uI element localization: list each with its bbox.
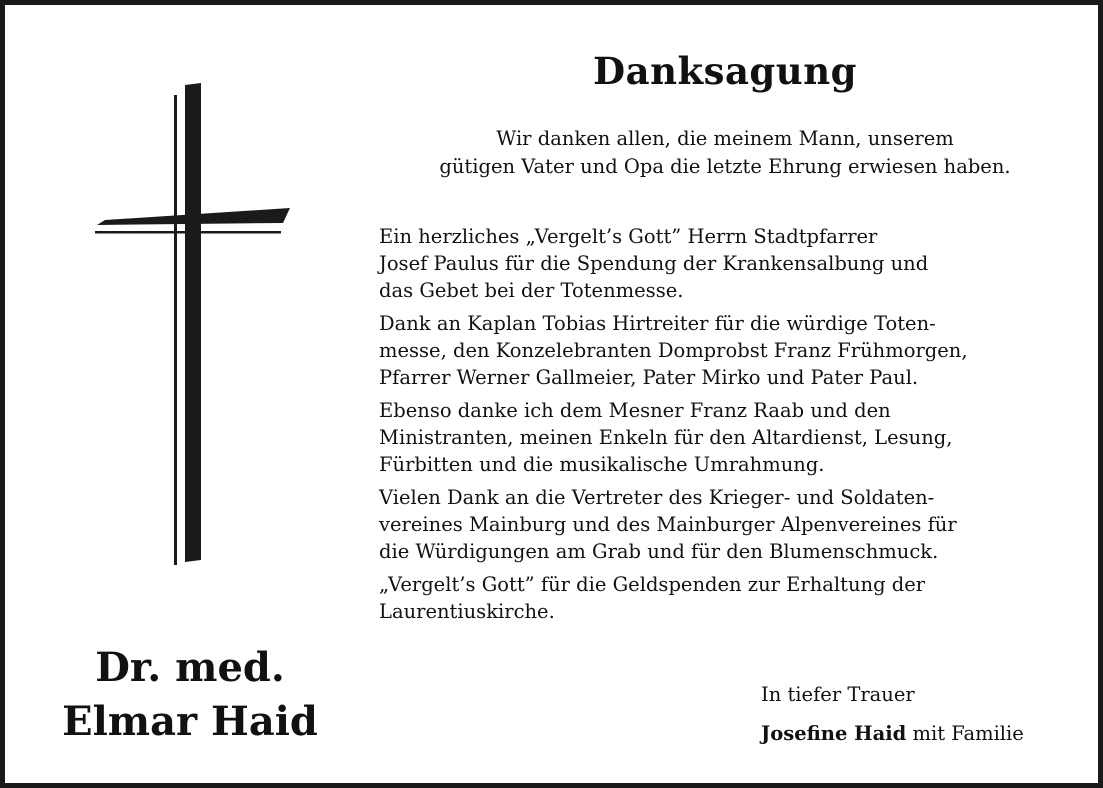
paragraph-line: Vielen Dank an die Vertreter des Krieger- und Soldaten- — [379, 486, 935, 509]
thanks-body — [379, 223, 1079, 631]
paragraph-line: messe, den Konzelebranten Domprobst Franz Frühmorgen, — [379, 339, 968, 362]
paragraph-line: das Gebet bei der Totenmesse. — [379, 279, 684, 302]
deceased-name — [35, 641, 345, 749]
paragraph-line: Dank an Kaplan Tobias Hirtreiter für die würdige Toten- — [379, 312, 936, 335]
closing-line: In tiefer Trauer — [761, 683, 915, 706]
paragraph — [379, 484, 1079, 565]
paragraph-line: Pfarrer Werner Gallmeier, Pater Mirko und Pater Paul. — [379, 366, 919, 389]
signature-name: Josefine Haid — [761, 722, 907, 745]
deceased-title: Dr. med. — [95, 644, 285, 691]
paragraph — [379, 397, 1079, 478]
paragraph-line: vereines Mainburg und des Mainburger Alpenvereines für — [379, 513, 957, 536]
signature-line — [761, 720, 1024, 747]
paragraph-line: die Würdigungen am Grab und für den Blumenschmuck. — [379, 540, 939, 563]
paragraph-line: Fürbitten und die musikalische Umrahmung. — [379, 453, 825, 476]
intro-text — [375, 125, 1075, 181]
signature-suffix: mit Familie — [906, 722, 1024, 745]
paragraph-line: „Vergelt’s Gott” für die Geldspenden zur Erhaltung der — [379, 573, 926, 596]
paragraph — [379, 223, 1079, 304]
deceased-fullname: Elmar Haid — [62, 698, 318, 745]
closing-signature — [761, 681, 1024, 747]
page-title: Danksagung — [593, 49, 857, 93]
cross-icon — [85, 75, 295, 570]
paragraph-line: Ein herzliches „Vergelt’s Gott” Herrn Stadtpfarrer — [379, 225, 878, 248]
paragraph-line: Josef Paulus für die Spendung der Krankensalbung und — [379, 252, 929, 275]
paragraph-line: Laurentiuskirche. — [379, 600, 555, 623]
paragraph-line: Ebenso danke ich dem Mesner Franz Raab und den — [379, 399, 891, 422]
paragraph — [379, 310, 1079, 391]
intro-line: gütigen Vater und Opa die letzte Ehrung erwiesen haben. — [439, 155, 1011, 178]
paragraph — [379, 571, 1079, 625]
paragraph-line: Ministranten, meinen Enkeln für den Altardienst, Lesung, — [379, 426, 953, 449]
intro-line: Wir danken allen, die meinem Mann, unserem — [496, 127, 954, 150]
